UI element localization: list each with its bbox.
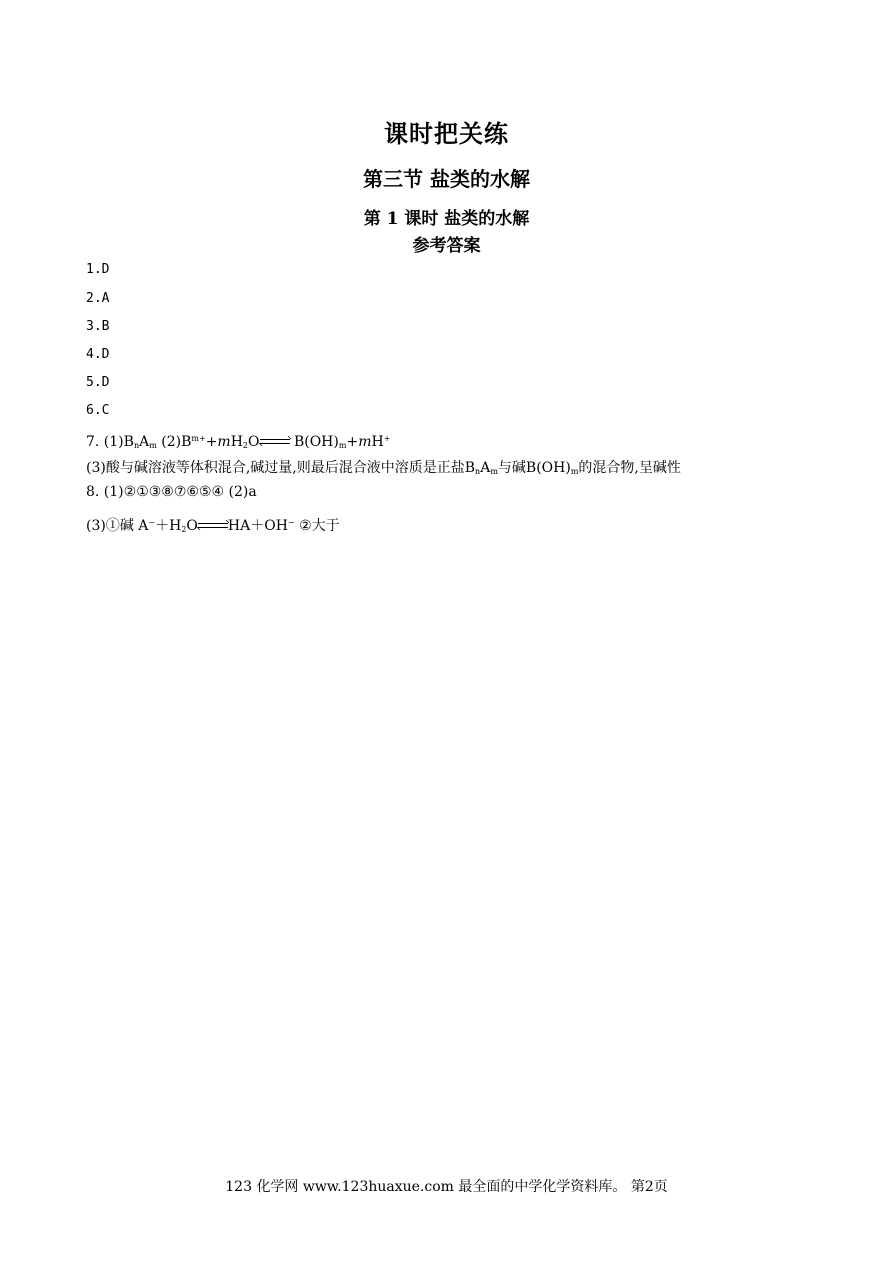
answer-8-line-1: 8. (1)②①③⑧⑦⑥⑤④ (2)a [86,484,257,500]
answer-2: 2.A [86,291,110,306]
a7-text: B(OH) [289,434,339,450]
a7-text: O [248,434,260,450]
page-footer: 123 化学网 www.123huaxue.com 最全面的中学化学资料库。 第2页 [225,1179,668,1195]
subscript: m [338,441,347,450]
subscript: n [475,467,481,476]
section-heading: 第三节 盐类的水解 [363,167,530,191]
answer-7-line-1 [86,430,390,455]
a7-text: A [480,460,491,476]
answer-5: 5.D [86,375,110,390]
answers-heading: 参考答案 [412,236,481,256]
superscript: m+ [191,434,206,443]
a8-text: O [186,518,198,534]
equilibrium-arrow-icon [198,521,228,531]
a7-italic: m [217,434,231,450]
subscript: m [149,441,157,450]
a7-text: + [346,434,359,450]
superscript: − [287,518,295,527]
a7-text: H [230,434,243,450]
answer-8-line-2 [86,514,340,539]
document-title: 课时把关练 [384,119,509,148]
superscript: + [383,434,391,443]
a8-text: HA＋OH [227,518,288,534]
a7-part2: (2)B [156,434,192,450]
a7-text: + [205,434,218,450]
answer-7-line-2 [86,459,681,481]
lesson-heading: 第 1 课时 盐类的水解 [363,209,530,229]
a8-text: (3)①碱 A [86,518,149,534]
a7-text: 与碱B(OH) [497,460,571,476]
subscript: n [133,441,140,450]
a7-part1: 7. (1)B [86,434,134,450]
a7-text: 的混合物,呈碱性 [578,460,681,476]
a7-italic: m [358,434,372,450]
subscript: 2 [181,525,187,534]
a7-part3: (3)酸与碱溶液等体积混合,碱过量,则最后混合液中溶质是正盐B [86,460,476,476]
subscript: 2 [242,441,249,450]
subscript: m [490,467,498,476]
answer-1: 1.D [86,262,110,277]
superscript: − [148,518,156,527]
a7-text: H [371,434,384,450]
answer-3: 3.B [86,319,110,334]
a8-text: ＋H [155,518,182,534]
subscript: m [570,467,579,476]
equilibrium-arrow-icon [260,437,290,447]
a7-text: A [139,434,150,450]
a8-text: ②大于 [294,518,340,534]
answer-6: 6.C [86,403,110,418]
answer-4: 4.D [86,347,110,362]
